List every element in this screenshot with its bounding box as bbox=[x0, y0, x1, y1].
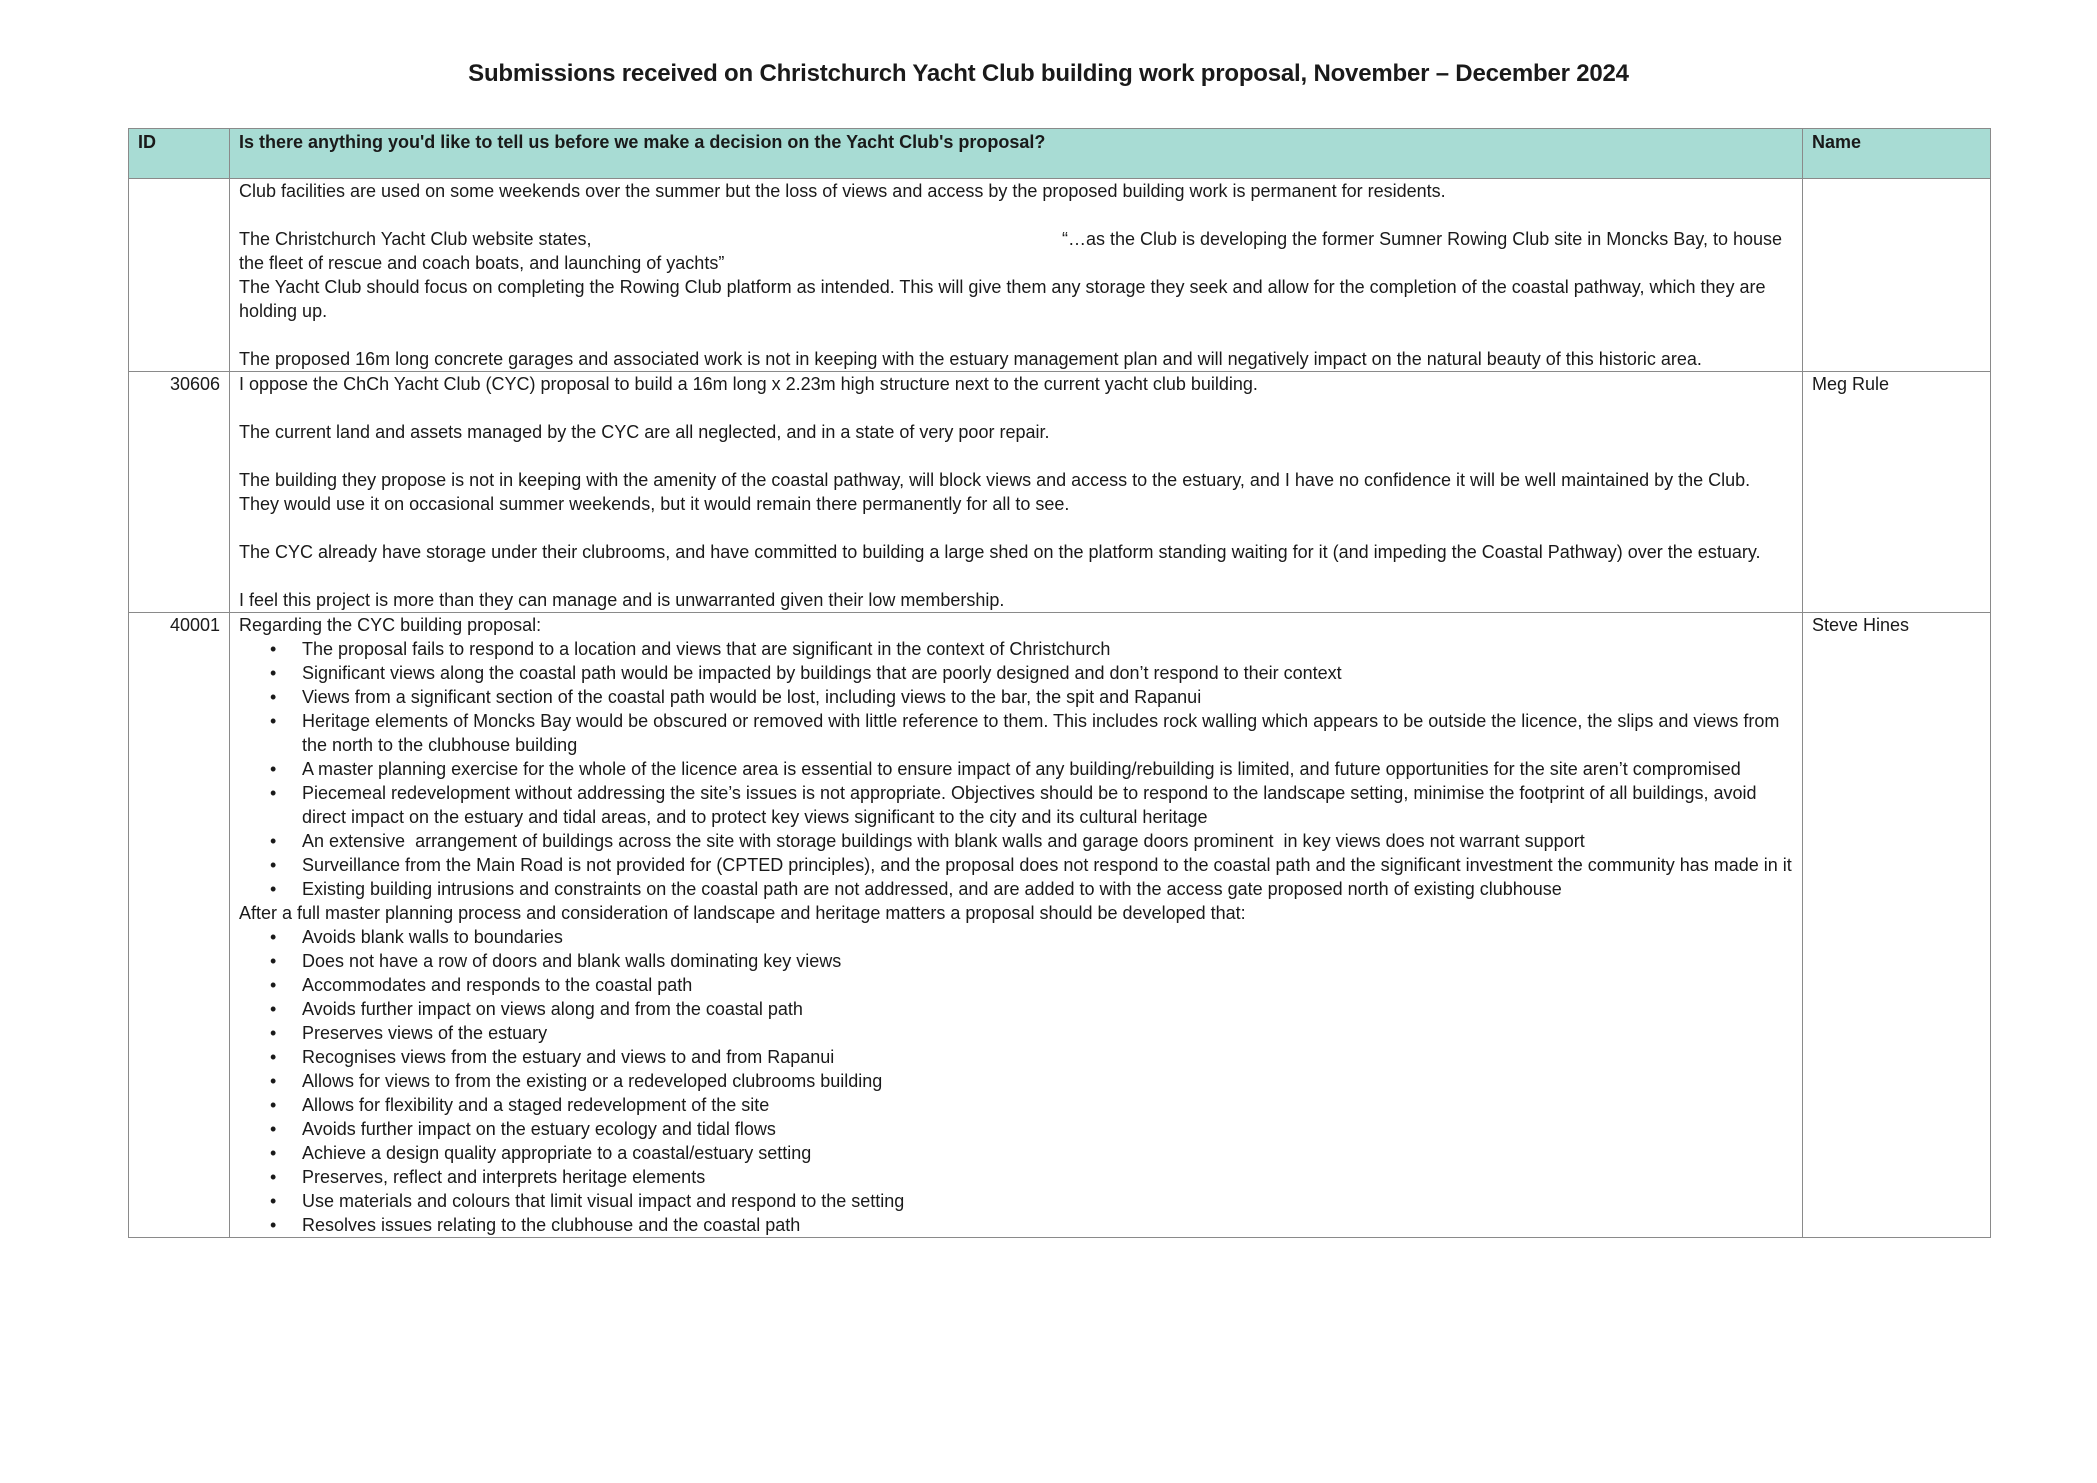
submission-quote: “…as the Club is developing the former Sumner Rowing Club site in Moncks Bay, to house bbox=[1062, 229, 1783, 249]
page-title: Submissions received on Christchurch Yacht Club building work proposal, November – December 2024 bbox=[468, 60, 1629, 87]
list-item: • Piecemeal redevelopment without addressing the site’s issues is not appropriate. Objectives should be to respond to the landscape setting, minimise the footprint of all buildings, avoid direct impact on the estuary and tidal areas, and to protect key views significant to the city and its cultural heritage bbox=[302, 781, 1793, 829]
submission-paragraph: The Yacht Club should focus on completing the Rowing Club platform as intended. This will give them any storage they seek and allow for the completion of the coastal pathway, which they are holding up. bbox=[239, 277, 1766, 321]
list-item: • Avoids further impact on views along and from the coastal path bbox=[302, 997, 1793, 1021]
table-row bbox=[129, 613, 1991, 1238]
submission-id: 40001 bbox=[129, 613, 230, 1238]
list-item: • The proposal fails to respond to a location and views that are significant in the context of Christchurch bbox=[302, 637, 1793, 661]
list-item: • Achieve a design quality appropriate to a coastal/estuary setting bbox=[302, 1141, 1793, 1165]
submissions-table bbox=[128, 128, 1991, 1238]
list-item: • Views from a significant section of the coastal path would be lost, including views to the bar, the spit and Rapanui bbox=[302, 685, 1793, 709]
list-item: • Significant views along the coastal path would be impacted by buildings that are poorly designed and don’t respond to their context bbox=[302, 661, 1793, 685]
submission-text bbox=[230, 179, 1803, 372]
list-item: • Does not have a row of doors and blank walls dominating key views bbox=[302, 949, 1793, 973]
submission-paragraph bbox=[239, 227, 1793, 251]
header-id: ID bbox=[129, 129, 230, 179]
bullet-list-requirements bbox=[239, 925, 1793, 1237]
list-item: • Avoids further impact on the estuary ecology and tidal flows bbox=[302, 1117, 1793, 1141]
list-item: • Preserves views of the estuary bbox=[302, 1021, 1793, 1045]
list-item: • Recognises views from the estuary and views to and from Rapanui bbox=[302, 1045, 1793, 1069]
submission-text-fragment: The Christchurch Yacht Club website states, bbox=[239, 229, 592, 249]
submission-paragraph: I oppose the ChCh Yacht Club (CYC) proposal to build a 16m long x 2.23m high structure next to the current yacht club building. bbox=[239, 374, 1258, 394]
list-item: • Accommodates and responds to the coastal path bbox=[302, 973, 1793, 997]
submitter-name: Meg Rule bbox=[1803, 372, 1991, 613]
submission-paragraph: The building they propose is not in keeping with the amenity of the coastal pathway, will block views and access to the estuary, and I have no confidence it will be well maintained by the Club. They would use it on occasional summer weekends, but it would remain there permanently for all to see. bbox=[239, 470, 1751, 514]
list-item: • Preserves, reflect and interprets heritage elements bbox=[302, 1165, 1793, 1189]
submission-paragraph: The proposed 16m long concrete garages and associated work is not in keeping with the estuary management plan and will negatively impact on the natural beauty of this historic area. bbox=[239, 349, 1702, 369]
submission-text bbox=[230, 372, 1803, 613]
list-item: • Allows for views to from the existing or a redeveloped clubrooms building bbox=[302, 1069, 1793, 1093]
submitter-name: Steve Hines bbox=[1803, 613, 1991, 1238]
list-item: • An extensive arrangement of buildings across the site with storage buildings with blank walls and garage doors prominent in key views does not warrant support bbox=[302, 829, 1793, 853]
list-item: • Allows for flexibility and a staged redevelopment of the site bbox=[302, 1093, 1793, 1117]
submission-quote-continued: the fleet of rescue and coach boats, and launching of yachts” bbox=[239, 253, 725, 273]
list-item: • Use materials and colours that limit visual impact and respond to the setting bbox=[302, 1189, 1793, 1213]
list-item: • Heritage elements of Moncks Bay would be obscured or removed with little reference to them. This includes rock walling which appears to be outside the licence, the slips and views from the north to the clubhouse building bbox=[302, 709, 1793, 757]
submission-id: 30606 bbox=[129, 372, 230, 613]
submitter-name bbox=[1803, 179, 1991, 372]
submission-paragraph: I feel this project is more than they can manage and is unwarranted given their low membership. bbox=[239, 590, 1005, 610]
list-item: • Existing building intrusions and constraints on the coastal path are not addressed, and are added to with the access gate proposed north of existing clubhouse bbox=[302, 877, 1793, 901]
bullet-list-concerns bbox=[239, 637, 1793, 901]
submission-text bbox=[230, 613, 1803, 1238]
header-name: Name bbox=[1803, 129, 1991, 179]
submission-paragraph: Club facilities are used on some weekends over the summer but the loss of views and access by the proposed building work is permanent for residents. bbox=[239, 181, 1446, 201]
submission-paragraph: The CYC already have storage under their clubrooms, and have committed to building a large shed on the platform standing waiting for it (and impeding the Coastal Pathway) over the estuary. bbox=[239, 542, 1761, 562]
list-item: • Resolves issues relating to the clubhouse and the coastal path bbox=[302, 1213, 1793, 1237]
submission-paragraph: After a full master planning process and consideration of landscape and heritage matters a proposal should be developed that: bbox=[239, 903, 1246, 923]
table-row bbox=[129, 179, 1991, 372]
submission-intro: Regarding the CYC building proposal: bbox=[239, 615, 542, 635]
list-item: • A master planning exercise for the whole of the licence area is essential to ensure impact of any building/rebuilding is limited, and future opportunities for the site aren’t compromised bbox=[302, 757, 1793, 781]
submission-paragraph: The current land and assets managed by the CYC are all neglected, and in a state of very poor repair. bbox=[239, 422, 1050, 442]
submission-id bbox=[129, 179, 230, 372]
table-header-row bbox=[129, 129, 1991, 179]
header-question: Is there anything you'd like to tell us before we make a decision on the Yacht Club's proposal? bbox=[230, 129, 1803, 179]
table-row bbox=[129, 372, 1991, 613]
list-item: • Surveillance from the Main Road is not provided for (CPTED principles), and the proposal does not respond to the coastal path and the significant investment the community has made in it bbox=[302, 853, 1793, 877]
list-item: • Avoids blank walls to boundaries bbox=[302, 925, 1793, 949]
